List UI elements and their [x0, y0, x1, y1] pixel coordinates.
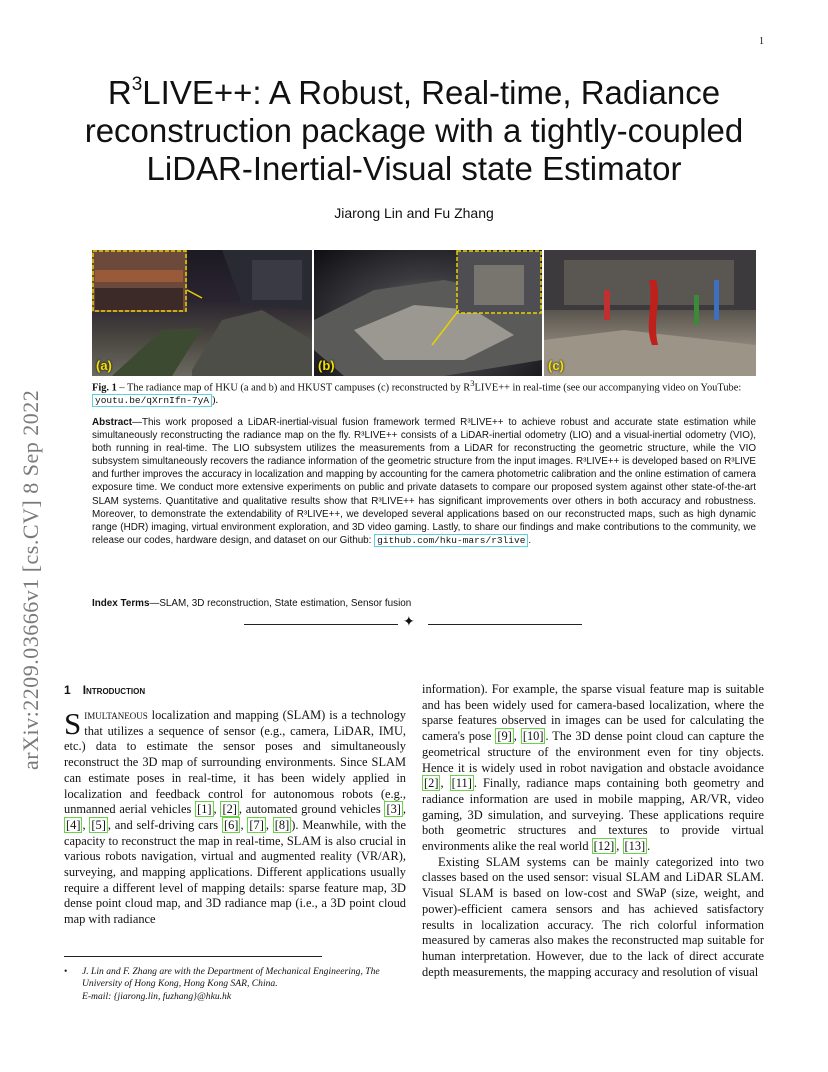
- citation-link[interactable]: [12]: [593, 839, 615, 854]
- citation-link[interactable]: [10]: [522, 729, 544, 744]
- youtube-link[interactable]: youtu.be/qXrnIfn-7yA: [92, 394, 212, 407]
- divider-left: [244, 624, 398, 625]
- citation-link[interactable]: [4]: [66, 817, 81, 832]
- citation-link[interactable]: [5]: [91, 817, 106, 832]
- figure-panel-a: [92, 250, 312, 376]
- panel-label-a: (a): [96, 358, 112, 373]
- right-column: information). For example, the sparse visual feature map is suitable and has been widely used for camera-based localization, where the sparse features observed in images can be used for calculating the camera's pose [9] , [10] . The 3D dense point cloud can capture the geometrical structure of the environment even for tiny objects. Hence it is widely used in robot navigation and obstacle avoidance [2] , [11] . Finally, radiance maps containing both geometry and radiance information are used in mobile mapping, AR/VR, video gaming, 3D simulation, and surveying. These applications require both geometric structures and textures to provide virtual environments alike the real world [12] , [13] . Existing SLAM systems can be mainly categorized into two classes based on the used sensor: visual SLAM and LiDAR SLAM. Visual SLAM is based on low-cost and SWaP (size, weight, and power)-efficient camera sensors and has achieved satisfactory results in localization accuracy. The rich colorful information measured by cameras also makes the reconstructed map suitable for human interpretation. However, due to the lack of direct accurate depth measurements, the mapping accuracy and resolution of visual: [422, 682, 764, 979]
- footnote-rule: [64, 956, 322, 957]
- citation-link[interactable]: [8]: [274, 817, 290, 832]
- divider-ornament-icon: ✦: [403, 614, 415, 630]
- left-column: Simultaneous localization and mapping (SLAM) is a technology that utilizes a sequence of sensor (e.g., camera, LiDAR, IMU, etc.) data to estimate the sensor poses and simultaneously reconstruct the 3D map of surrounding environments. Since SLAM can estimate poses in real-time, it has been widely applied in localization and feedback control for autonomous robots (e.g., unmanned aerial vehicles [1] , [2] , automated ground vehicles [3] , [4] , [5] , and self-driving cars [6] , [7] , [8] ). Meanwhile, with the capacity to reconstruct the map in real-time, SLAM is also crucial in various robots navigation, virtual and augmented reality (VR/AR), surveying, and mapping applications. Different applications usually require a different level of mapping details: sparse feature map, 3D dense point cloud map, and 3D radiance map (i.e., a 3D point cloud map with radiance: [64, 706, 407, 927]
- title-line-1: $R^3LIVE++$: A Robust, Real-time, Radiance: [107, 74, 721, 111]
- hkust-campus-radiance-map: [544, 250, 756, 376]
- citation-link[interactable]: [2]: [222, 802, 237, 817]
- citation-link[interactable]: [13]: [624, 839, 646, 854]
- github-link[interactable]: github.com/hku-mars/r3live: [374, 534, 528, 547]
- panel-label-b: (b): [318, 358, 335, 373]
- dropcap: S: [64, 706, 82, 741]
- citation-link[interactable]: [11]: [451, 776, 472, 791]
- section-heading: 1 Introduction: [64, 683, 146, 697]
- panel-label-c: (c): [548, 358, 564, 373]
- page-number: 1: [759, 36, 764, 47]
- citation-link[interactable]: [6]: [223, 817, 239, 832]
- authors: Jiarong Lin and Fu Zhang: [334, 205, 494, 221]
- paper-title: [70, 74, 758, 188]
- paragraph-2: Existing SLAM systems can be mainly categorized into two classes based on the used sensor: visual SLAM and LiDAR SLAM. Visual SLAM is based on low-cost and SWaP (size, weight, and power)-efficient camera sensors and has achieved satisfactory results in localization accuracy. The rich colorful information measured by cameras also makes the reconstructed map suitable for human interpretation. However, due to the lack of direct accurate depth measurements, the mapping accuracy and resolution of visual: [422, 854, 764, 979]
- bullet-icon: •: [64, 966, 68, 977]
- divider-right: [428, 624, 582, 625]
- hku-campus-night-radiance-map: [92, 250, 312, 376]
- citation-link[interactable]: [2]: [424, 776, 439, 791]
- abstract: Abstract—This work proposed a LiDAR-inertial-visual fusion framework termed R³LIVE++ to achieve robust and accurate state estimation while simultaneously reconstructing the radiance map on the fly. R³LIVE++ consists of a LiDAR-inertial odometry (LIO) and a visual-inertial odometry (VIO), both running in real-time. The LIO subsystem utilizes the measurements from a LiDAR for reconstructing the geometric structure, while the VIO subsystem simultaneously recovers the radiance information of the geometric structure from the input images. R³LIVE++ is developed based on R³LIVE and further improves the accuracy in localization and mapping by accounting for the camera photometric calibration and the online estimation of camera exposure time. We conduct more extensive experiments on public and private datasets to compare our proposed system against other state-of-the-art SLAM systems. Quantitative and qualitative results show that R³LIVE++ has significant improvements over others in both accuracy and robustness. Moreover, to demonstrate the extendability of R³LIVE++, we developed several applications based on our reconstructed maps, such as high dynamic range (HDR) imaging, virtual environment exploration, and 3D video gaming. Lastly, to share our findings and make contributions to the community, we release our codes, hardware design, and dataset on our Github: github.com/hku-mars/r3live .: [92, 417, 756, 546]
- citation-link[interactable]: [3]: [386, 802, 401, 817]
- figure-caption: Fig. 1 – The radiance map of HKU (a and b) and HKUST campuses (c) reconstructed by $R^3LIVE++$ in real-time (see our accompanying video on YouTube: youtu.be/qXrnIfn-7yA ).: [92, 378, 742, 407]
- title-line-3: LiDAR-Inertial-Visual state Estimator: [146, 150, 682, 187]
- figure-panel-c: [544, 250, 756, 376]
- citation-link[interactable]: [7]: [249, 817, 264, 832]
- citation-link[interactable]: [9]: [497, 729, 512, 744]
- footnote: • J. Lin and F. Zhang are with the Department of Mechanical Engineering, The University of Hong Kong, Hong Kong SAR, China. E-mail: {jiarong.lin, fuzhang}@hku.hk: [64, 966, 380, 1002]
- hku-campus-3d-point-cloud: [314, 250, 542, 376]
- arxiv-stamp: arXiv:2209.03666v1 [cs.CV] 8 Sep 2022: [18, 389, 43, 770]
- citation-link[interactable]: [1]: [197, 802, 212, 817]
- figure-panel-b: [314, 250, 542, 376]
- title-line-2: reconstruction package with a tightly-coupled: [84, 112, 744, 149]
- index-terms: Index Terms—SLAM, 3D reconstruction, State estimation, Sensor fusion: [92, 598, 412, 609]
